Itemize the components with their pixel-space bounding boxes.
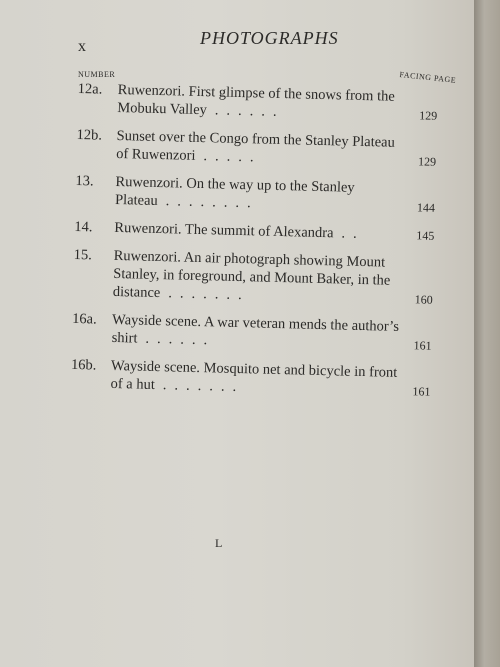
- entry-number: 13.: [75, 172, 94, 190]
- entry-page: 160: [414, 292, 433, 307]
- entry-text: Ruwenzori. On the way up to the Stanley Plateau: [114, 173, 355, 209]
- entry-text: Ruwenzori. The summit of Alexandra: [114, 219, 334, 242]
- list-item: [70, 356, 431, 401]
- entry-page: 129: [417, 154, 437, 169]
- page-title: PHOTOGRAPHS: [200, 28, 339, 48]
- leader-dots: ......: [214, 102, 285, 121]
- entry-number: 12b.: [76, 126, 103, 144]
- leader-dots: ......: [145, 330, 216, 349]
- entry-number: 12a.: [77, 80, 103, 98]
- entry-number: 15.: [73, 246, 93, 264]
- entry-text: Sunset over the Congo from the Stanley Plateau of Ruwenzori: [116, 127, 396, 164]
- footer-mark: L: [215, 536, 223, 550]
- list-item: [73, 246, 434, 309]
- list-item: [77, 80, 438, 125]
- list-item: [74, 218, 434, 245]
- entry-number: 16a.: [71, 310, 97, 328]
- photograph-list: [70, 80, 438, 411]
- column-number-label: NUMBER: [78, 70, 116, 79]
- entry-page: 161: [412, 384, 431, 399]
- leader-dots: .......: [162, 377, 245, 396]
- leader-dots: .......: [168, 285, 250, 304]
- list-item: [76, 126, 437, 171]
- entry-page: 161: [413, 338, 432, 353]
- leader-dots: ..: [341, 225, 365, 243]
- entry-text: Wayside scene. A war veteran mends the author’s shirt: [111, 311, 400, 347]
- page-edge: [474, 0, 500, 667]
- list-item: [75, 172, 436, 217]
- entry-text: Wayside scene. Mosquito net and bicycle in front of a hut: [110, 357, 398, 393]
- leader-dots: .....: [203, 148, 262, 166]
- page-marker: x: [78, 38, 86, 55]
- leader-dots: ........: [165, 193, 259, 212]
- entry-page: 129: [419, 108, 438, 123]
- entry-page: 144: [416, 200, 436, 215]
- entry-text: Ruwenzori. An air photograph showing Mount Stanley, in foreground, and Mount Baker, in the distance: [112, 247, 391, 302]
- entry-page: 145: [416, 228, 435, 243]
- column-facing-page-label: FACING PAGE: [399, 70, 457, 85]
- entry-number: 14.: [74, 218, 93, 236]
- entry-number: 16b.: [70, 356, 97, 374]
- list-item: [72, 310, 433, 355]
- entry-text: Ruwenzori. First glimpse of the snows from the Mobuku Valley: [117, 81, 395, 119]
